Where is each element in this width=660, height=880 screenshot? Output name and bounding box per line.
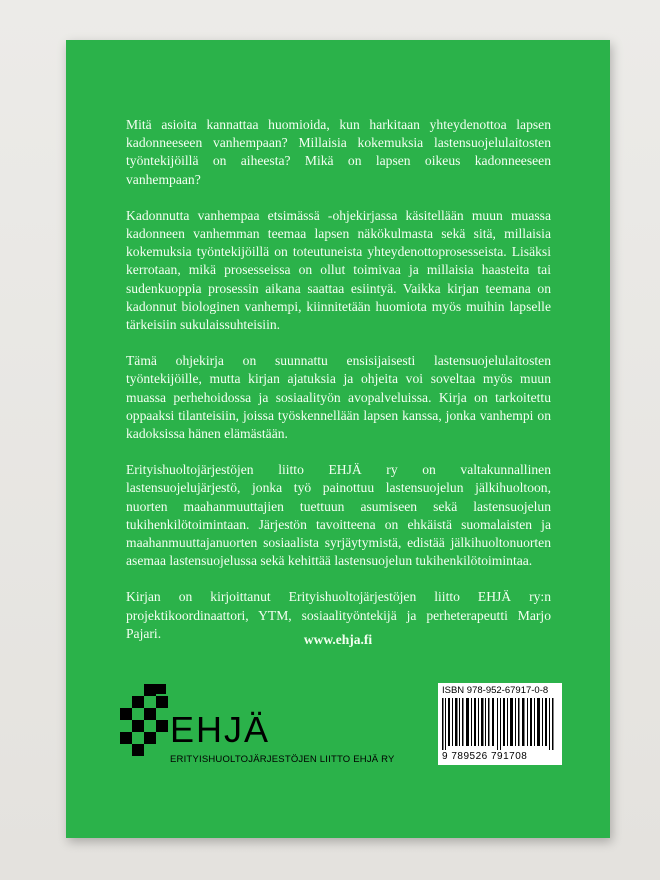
barcode-icon (442, 698, 558, 750)
paragraph-3: Tämä ohjekirja on suunnattu ensisijaisesti lastensuojelulaitosten työntekijöille, mutta kirjan ajatuksia ja ohjeita voi soveltaa myös muun muassa perhehoidossa ja sosiaalityön avopalveluissa. Kirja on tarkoitettu oppaaksi tilanteisiin, joissa työskennellään lapsen kanssa, jonka vanhempi on kadoksissa hänen elämästään. (126, 353, 551, 442)
logo-wordmark: EHJÄ (170, 709, 271, 750)
blurb-text (126, 116, 551, 661)
barcode-digits: 9 789526 791708 (442, 751, 528, 762)
logo-subtitle: ERITYISHUOLTOJÄRJESTÖJEN LIITTO EHJÄ RY (170, 754, 395, 765)
paragraph-5: Kirjan on kirjoittanut Erityishuoltojärjestöjen liitto EHJÄ ry:n projektikoordinaattori, YTM, sosiaalityöntekijä ja perheterapeutti Marjo Pajari. (126, 589, 551, 641)
paragraph-1: Mitä asioita kannattaa huomioida, kun harkitaan yhteydenottoa lapsen kadonneeseen vanhempaan? Millaisia kokemuksia lastensuojelulaitosten työntekijöillä on aiheesta? Mikä on lapsen oikeus kadonneeseen vanhempaan? (126, 117, 551, 187)
website-url: www.ehja.fi (303, 632, 373, 647)
barcode-label (438, 683, 562, 765)
ehja-logo (120, 682, 395, 772)
book-back-cover (66, 40, 610, 838)
paragraph-4: Erityishuoltojärjestöjen liitto EHJÄ ry on valtakunnallinen lastensuojelujärjestö, jonka työ painottuu lastensuojelun jälkihuoltoon, nuorten maahanmuuttajien tuettuun asumiseen sekä lastensuojelun tukihenkilötoimintaan. Järjestön tavoitteena on ehkäistä suomalaisten ja maahanmuuttajanuorten sosiaalista syrjäytymistä, edistää jälkihuoltonuorten asemaa lastensuojelussa sekä kehittää lastensuojelun tukihenkilötoimintaa. (126, 462, 551, 569)
isbn-text: ISBN 978-952-67917-0-8 (442, 685, 549, 696)
paragraph-2: Kadonnutta vanhempaa etsimässä -ohjekirjassa käsitellään muun muassa kadonneen vanhemman teemaa lapsen näkökulmasta sekä sitä, millaisia kokemuksia työntekijöillä on toteutuneista yhteydenottoprosesseista. Lisäksi kerrotaan, mikä prosesseissa on ollut toimivaa ja millaisia haasteita tai sudenkuoppia prosessin aikana saattaa esiintyä. Vaikka kirjan teemana on kadonnut biologinen vanhempi, kiinnitetään huomiota myös muihin lapselle tärkeisiin sukulaissuhteisiin. (126, 207, 551, 333)
